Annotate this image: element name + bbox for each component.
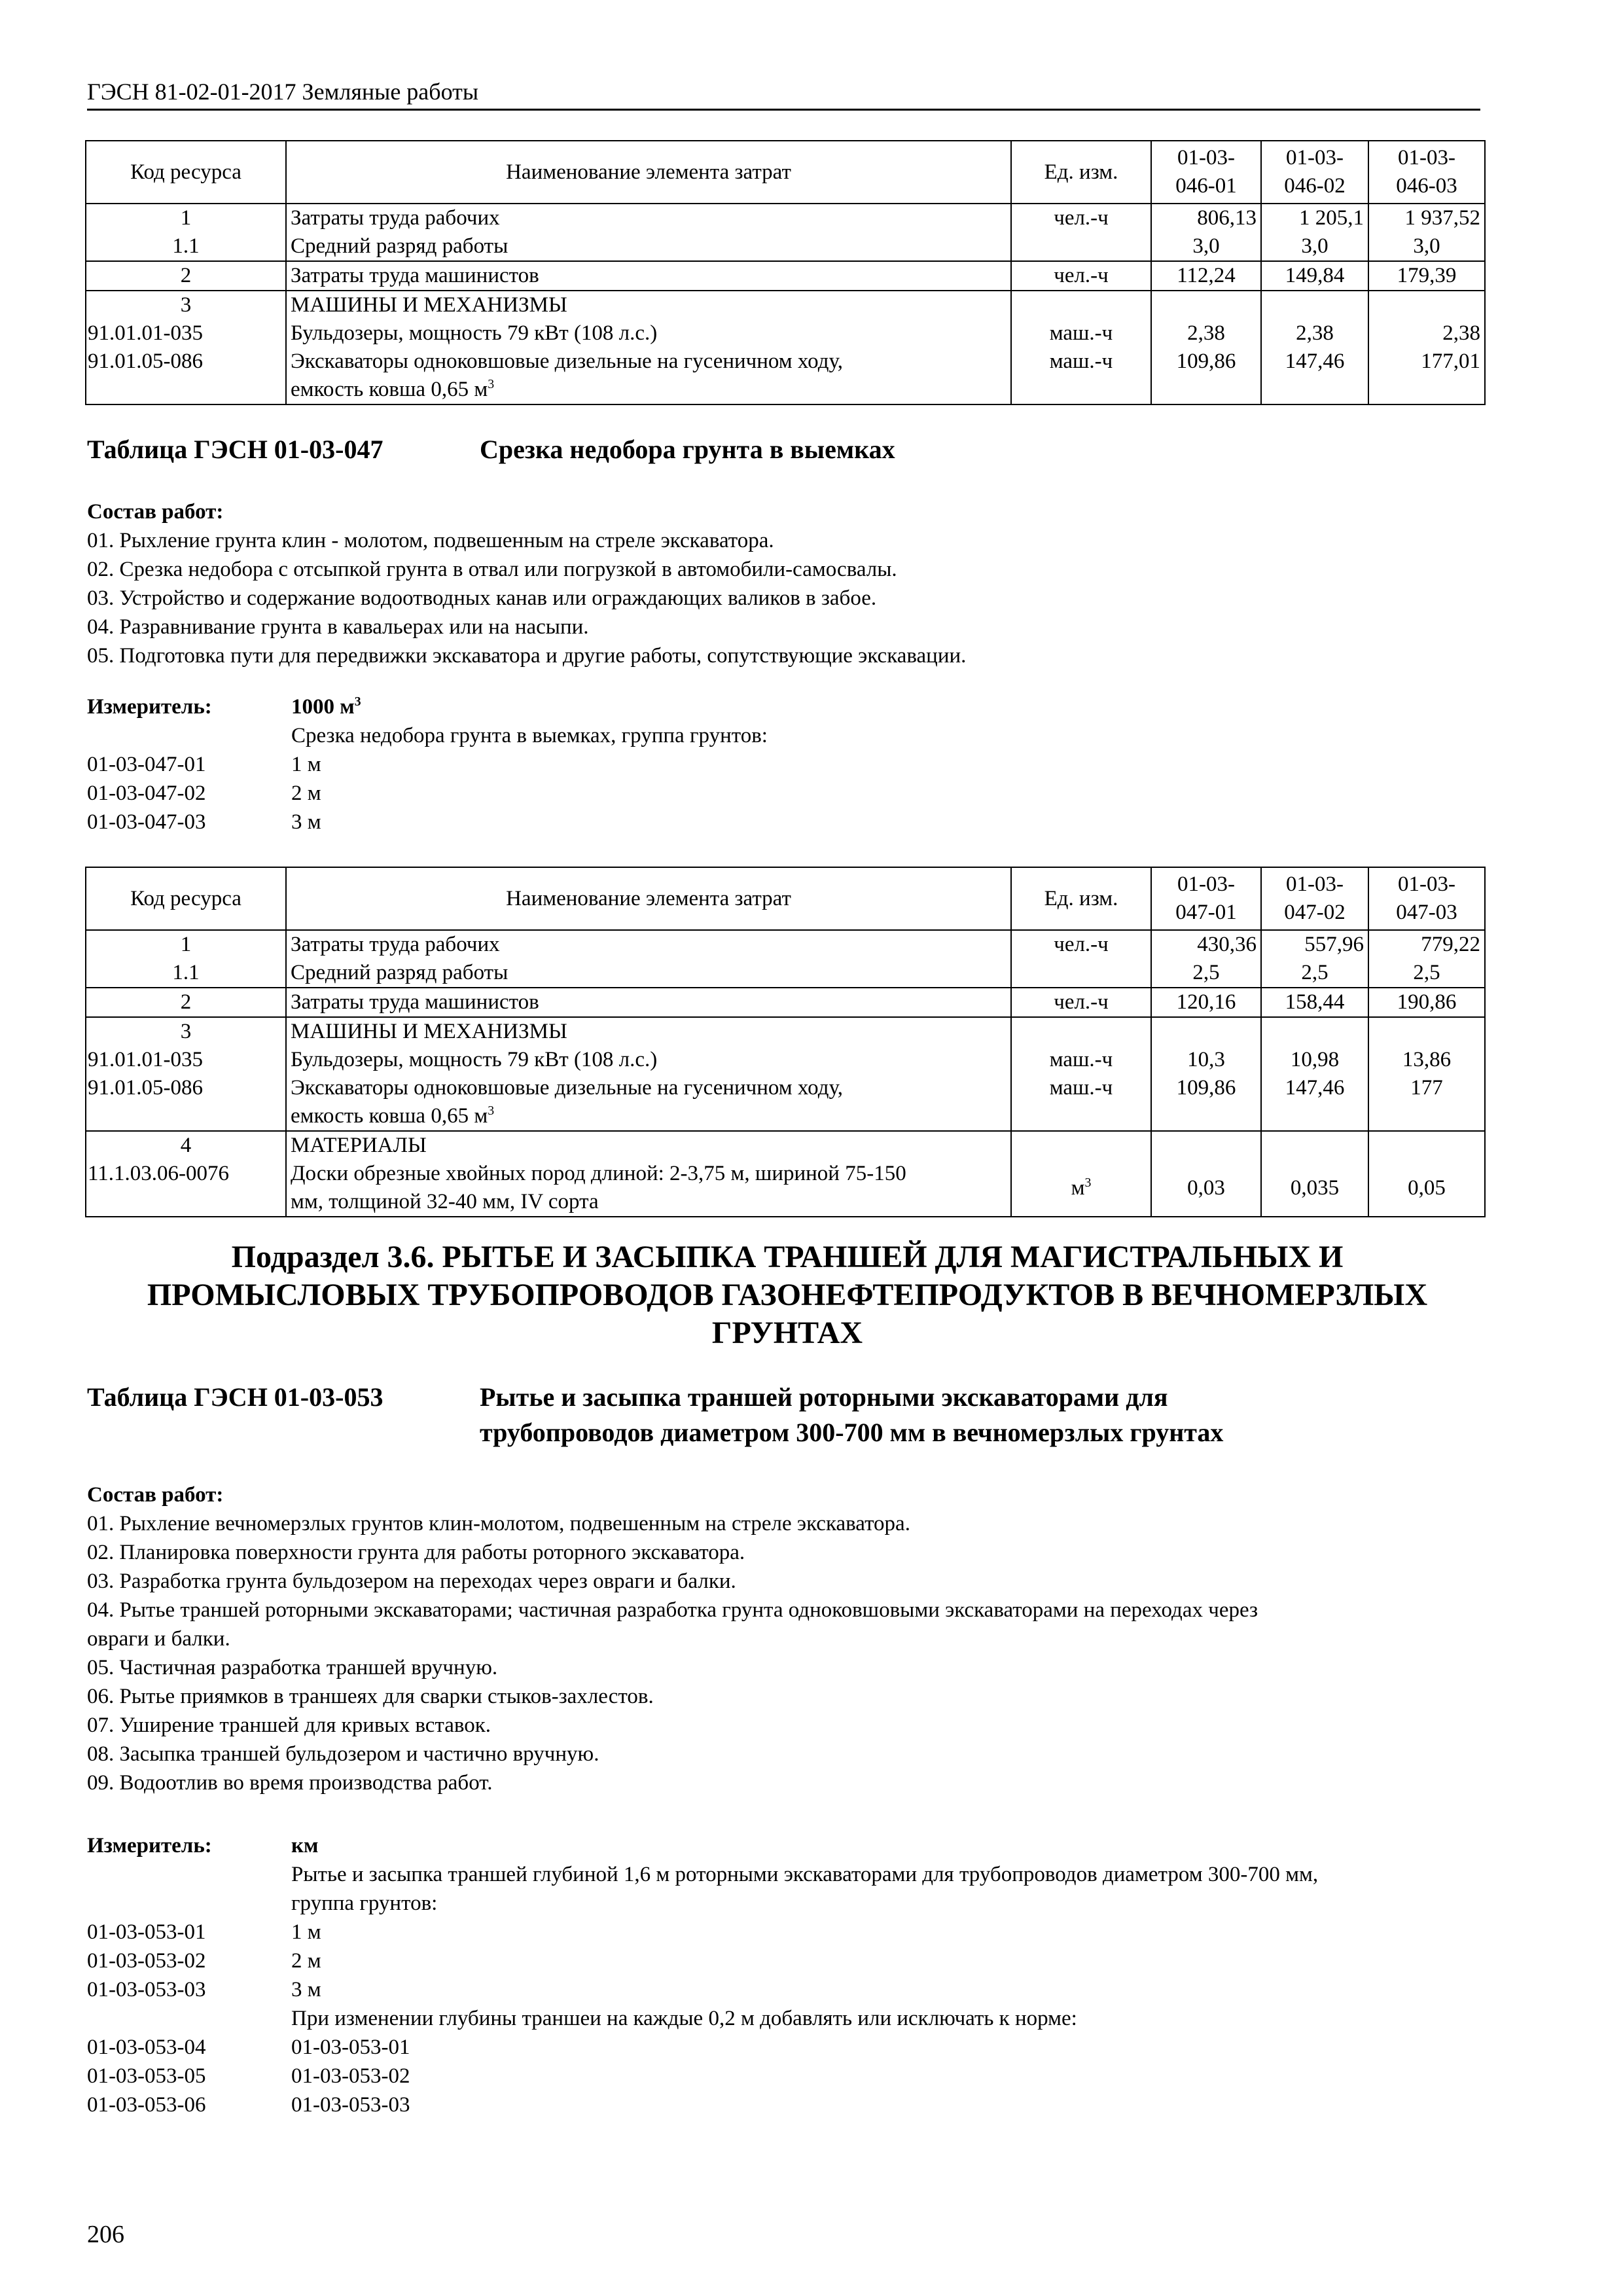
table-cell: [1261, 1017, 1368, 1046]
list-item: 01. Рыхление вечномерзлых грунтов клин-молотом, подвешенным на стреле экскаватора.: [87, 1512, 910, 1535]
table-row: [86, 291, 1485, 319]
header-col-2: 01-03- 046-02: [1261, 141, 1368, 204]
meter-047: Измеритель: 1000 $м^3$ Срезка недобора грунта в выемках, группа грунтов: 01-03-047-01 1 м 01-03-047-02 2 м 01-03-047-03 3 м: [87, 692, 1488, 836]
list-item: овраги и балки.: [87, 1627, 230, 1651]
header-code: Код ресурса: [86, 141, 286, 204]
table-cell: 2,38: [1368, 319, 1485, 348]
list-item: 01. Рыхление грунта клин - молотом, подвешенным на стреле экскаватора.: [87, 529, 774, 552]
table-cell: 4: [86, 1131, 286, 1160]
table-cell: 1.1: [86, 959, 286, 988]
table-header-cell: 01-03- 047-02: [1261, 867, 1368, 930]
table-cell: 109,86: [1151, 1074, 1261, 1131]
header-col-1: 01-03- 046-01: [1151, 141, 1261, 204]
meter-053: Измеритель: км Рытье и засыпка траншей глубиной 1,6 м роторными экскаваторами для трубопроводов диаметром 300-700 мм, группа грунтов: 01-03-053-01 1 м 01-03-053-02 2 м 01-03-053-03 3 м При изменении глубины траншеи на каждые 0,2 м добавлять или исключать к норме: 01-03-053-04 01-03-053-01 01-03-053-05 01-03-053-02 01-03-053-06 01-03-053-03: [87, 1831, 1488, 2119]
table-cell: [1011, 1017, 1151, 1046]
list-item: 01-03-053-02 2 м: [87, 1949, 321, 1973]
table-cell: 91.01.01-035: [86, 319, 286, 348]
table-cell: чел.-ч: [1011, 930, 1151, 959]
table-cell: 1.1: [86, 232, 286, 261]
list-item: 02. Срезка недобора с отсыпкой грунта в отвал или погрузкой в автомобили-самосвалы.: [87, 558, 897, 581]
table-cell: 3: [86, 1017, 286, 1046]
table-cell: [1011, 1131, 1151, 1160]
list-item: 03. Разработка грунта бульдозером на переходах через овраги и балки.: [87, 1570, 736, 1593]
table-cell: 0,03: [1151, 1160, 1261, 1217]
table-header-cell: 01-03- 047-03: [1368, 867, 1485, 930]
table-cell: [1151, 1131, 1261, 1160]
table-cell: МАТЕРИАЛЫ: [286, 1131, 1011, 1160]
table-cell: 1 205,1: [1261, 204, 1368, 232]
table-row: [86, 1074, 1485, 1131]
list-item: 07. Уширение траншей для кривых вставок.: [87, 1713, 491, 1737]
resource-table-046: [85, 140, 1486, 405]
table-cell: 3: [86, 291, 286, 319]
table-cell: 3,0: [1368, 232, 1485, 261]
list-item: 03. Устройство и содержание водоотводных канав или ограждающих валиков в забое.: [87, 586, 877, 610]
running-head: ГЭСН 81-02-01-2017 Земляные работы: [87, 77, 1480, 111]
subsection-heading: Подраздел 3.6. РЫТЬЕ И ЗАСЫПКА ТРАНШЕЙ ДЛЯ МАГИСТРАЛЬНЫХ И ПРОМЫСЛОВЫХ ТРУБОПРОВОДОВ ГАЗОНЕФТЕПРОДУКТОВ В ВЕЧНОМЕРЗЛЫХ ГРУНТАХ: [147, 1240, 1428, 1350]
list-item: 04. Рытье траншей роторными экскаваторами; частичная разработка грунта одноковшовыми экскаваторами на переходах через: [87, 1598, 1258, 1622]
table-cell: 177,01: [1368, 348, 1485, 404]
table-cell: 91.01.05-086: [86, 348, 286, 404]
table-cell: 806,13: [1151, 204, 1261, 232]
table-cell: 2: [86, 261, 286, 291]
table-row: [86, 1160, 1485, 1217]
table-header-row: [86, 867, 1485, 930]
table-cell: 112,24: [1151, 261, 1261, 291]
table-cell: 11.1.03.06-0076: [86, 1160, 286, 1217]
table-row: [86, 319, 1485, 348]
table-cell: 557,96: [1261, 930, 1368, 959]
table-cell: 430,36: [1151, 930, 1261, 959]
table-cell: маш.-ч: [1011, 1046, 1151, 1074]
table-cell: 2,5: [1151, 959, 1261, 988]
header-unit: Ед. изм.: [1011, 141, 1151, 204]
table-cell: [1261, 1131, 1368, 1160]
resource-table-047: [85, 867, 1486, 1217]
list-item: 01-03-047-01 1 м: [87, 753, 321, 776]
table-cell: 190,86: [1368, 988, 1485, 1017]
table-cell: чел.-ч: [1011, 988, 1151, 1017]
page-number: 206: [87, 2221, 124, 2248]
table-header-cell: 01-03- 047-01: [1151, 867, 1261, 930]
table-cell: 1: [86, 930, 286, 959]
table-cell: Бульдозеры, мощность 79 кВт (108 л.с.): [286, 1046, 1011, 1074]
list-item: 05. Частичная разработка траншей вручную.: [87, 1656, 498, 1679]
table-cell: [1011, 232, 1151, 261]
table-row: [86, 959, 1485, 988]
table-cell: 10,3: [1151, 1046, 1261, 1074]
table-cell: 2: [86, 988, 286, 1017]
table-cell: МАШИНЫ И МЕХАНИЗМЫ: [286, 1017, 1011, 1046]
header-name: Наименование элемента затрат: [286, 141, 1011, 204]
table-row: [86, 1017, 1485, 1046]
list-item: 01-03-047-02 2 м: [87, 781, 321, 805]
table-cell: 2,5: [1368, 959, 1485, 988]
table-cell: 1 937,52: [1368, 204, 1485, 232]
table-cell: 10,98: [1261, 1046, 1368, 1074]
table-cell: 179,39: [1368, 261, 1485, 291]
table-cell: 91.01.01-035: [86, 1046, 286, 1074]
table-title-047: Таблица ГЭСН 01-03-047 Срезка недобора грунта в выемках: [87, 435, 895, 464]
table-cell: МАШИНЫ И МЕХАНИЗМЫ: [286, 291, 1011, 319]
table-cell: [1011, 959, 1151, 988]
list-item: 02. Планировка поверхности грунта для работы роторного экскаватора.: [87, 1541, 745, 1564]
table-cell: 0,035: [1261, 1160, 1368, 1217]
table-header-row: [86, 141, 1485, 204]
list-item: 04. Разравнивание грунта в кавальерах или на насыпи.: [87, 615, 589, 639]
table-cell: маш.-ч: [1011, 319, 1151, 348]
table-cell: Экскаваторы одноковшовые дизельные на гусеничном ходу, емкость ковша 0,65 $м^3$: [286, 1074, 1011, 1131]
table-title-053: Таблица ГЭСН 01-03-053 Рытье и засыпка траншей роторными экскаваторами для трубопроводов диаметром 300-700 мм в вечномерзлых грунтах: [87, 1382, 1224, 1447]
table-cell: маш.-ч: [1011, 348, 1151, 404]
composition-053: Состав работ: 01. Рыхление вечномерзлых грунтов клин-молотом, подвешенным на стреле экскаватора. 02. Планировка поверхности грунта для работы роторного экскаватора. 03. Разработка грунта бульдозером на переходах через овраги и балки. 04. Рытье траншей роторными экскаваторами; частичная разработка грунта одноковшовыми экскаваторами на переходах через овраги и балки. 05. Частичная разработка траншей вручную. 06. Рытье приямков в траншеях для сварки стыков-захлестов. 07. Уширение траншей для кривых вставок. 08. Засыпка траншей бульдозером и частично вручную. 09. Водоотлив во время производства работ.: [87, 1480, 1488, 1797]
table-cell: 147,46: [1261, 1074, 1368, 1131]
table-cell: 2,5: [1261, 959, 1368, 988]
table-cell: 147,46: [1261, 348, 1368, 404]
table-cell: Средний разряд работы: [286, 232, 1011, 261]
table-cell: 120,16: [1151, 988, 1261, 1017]
list-item: 06. Рытье приямков в траншеях для сварки стыков-захлестов.: [87, 1685, 654, 1708]
table-row: [86, 232, 1485, 261]
table-cell: Затраты труда рабочих: [286, 930, 1011, 959]
table-cell: [1368, 1017, 1485, 1046]
table-cell: 0,05: [1368, 1160, 1485, 1217]
table-cell: 2,38: [1261, 319, 1368, 348]
table-header-cell: Наименование элемента затрат: [286, 867, 1011, 930]
table-cell: 1: [86, 204, 286, 232]
table-cell: 13,86: [1368, 1046, 1485, 1074]
table-cell: 109,86: [1151, 348, 1261, 404]
table-cell: 149,84: [1261, 261, 1368, 291]
table-header-cell: Код ресурса: [86, 867, 286, 930]
table-cell: Затраты труда рабочих: [286, 204, 1011, 232]
list-item: 08. Засыпка траншей бульдозером и частично вручную.: [87, 1742, 599, 1766]
table-cell: 779,22: [1368, 930, 1485, 959]
table-cell: 3,0: [1261, 232, 1368, 261]
table-row: [86, 988, 1485, 1017]
table-cell: Средний разряд работы: [286, 959, 1011, 988]
table-row: [86, 348, 1485, 404]
list-item: 01-03-053-01 1 м: [87, 1920, 321, 1944]
table-row: [86, 930, 1485, 959]
table-cell: 2,38: [1151, 319, 1261, 348]
table-row: [86, 204, 1485, 232]
table-row: [86, 1046, 1485, 1074]
list-item: 09. Водоотлив во время производства работ.: [87, 1771, 493, 1795]
list-item: 01-03-053-05 01-03-053-02: [87, 2064, 410, 2088]
table-header-cell: Ед. изм.: [1011, 867, 1151, 930]
table-cell: $м^3$: [1011, 1160, 1151, 1217]
list-item: 01-03-053-03 3 м: [87, 1978, 321, 2001]
table-cell: 3,0: [1151, 232, 1261, 261]
list-item: 01-03-047-03 3 м: [87, 810, 321, 834]
table-row: [86, 261, 1485, 291]
table-cell: [1151, 1017, 1261, 1046]
list-item: 01-03-053-06 01-03-053-03: [87, 2093, 410, 2117]
header-col-3: 01-03- 046-03: [1368, 141, 1485, 204]
table-cell: Затраты труда машинистов: [286, 988, 1011, 1017]
table-cell: [1368, 1131, 1485, 1160]
table-cell: Доски обрезные хвойных пород длиной: 2-3,75 м, шириной 75-150 мм, толщиной 32-40 мм, IV сорта: [286, 1160, 1011, 1217]
composition-047: Состав работ: 01. Рыхление грунта клин - молотом, подвешенным на стреле экскаватора. 02. Срезка недобора с отсыпкой грунта в отвал или погрузкой в автомобили-самосвалы. 03. Устройство и содержание водоотводных канав или ограждающих валиков в забое. 04. Разравнивание грунта в кавальерах или на насыпи. 05. Подготовка пути для передвижки экскаватора и другие работы, сопутствующие экскавации.: [87, 497, 1488, 670]
table-cell: 177: [1368, 1074, 1485, 1131]
table-cell: [1151, 291, 1261, 319]
table-cell: [1368, 291, 1485, 319]
table-cell: 91.01.05-086: [86, 1074, 286, 1131]
table-row: [86, 1131, 1485, 1160]
table-cell: чел.-ч: [1011, 261, 1151, 291]
table-cell: [1261, 291, 1368, 319]
table-cell: Затраты труда машинистов: [286, 261, 1011, 291]
list-item: 05. Подготовка пути для передвижки экскаватора и другие работы, сопутствующие экскавации.: [87, 644, 967, 668]
list-item: 01-03-053-04 01-03-053-01: [87, 2036, 410, 2059]
table-cell: Экскаваторы одноковшовые дизельные на гусеничном ходу, емкость ковша 0,65 $м^3$: [286, 348, 1011, 404]
table-cell: Бульдозеры, мощность 79 кВт (108 л.с.): [286, 319, 1011, 348]
table-cell: 158,44: [1261, 988, 1368, 1017]
table-cell: чел.-ч: [1011, 204, 1151, 232]
table-cell: маш.-ч: [1011, 1074, 1151, 1131]
table-cell: [1011, 291, 1151, 319]
